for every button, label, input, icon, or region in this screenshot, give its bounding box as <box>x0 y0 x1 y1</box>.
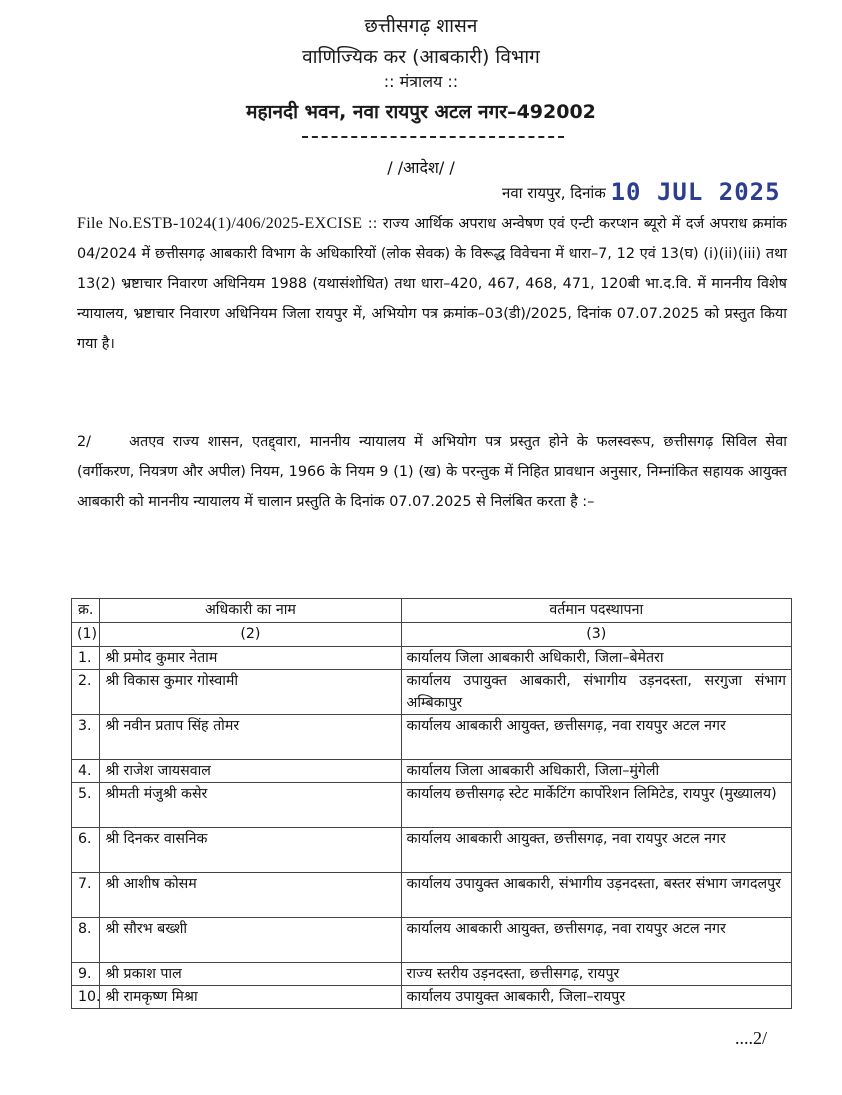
table-row <box>72 647 792 670</box>
paragraph-2-number: 2/ <box>77 434 92 450</box>
posting-cell: कार्यालय आबकारी आयुक्त, छत्तीसगढ़, नवा रायपुर अटल नगर <box>401 715 791 760</box>
column-number-3: (3) <box>401 623 791 647</box>
name-cell: श्री नवीन प्रताप सिंह तोमर <box>100 715 401 760</box>
name-cell: श्री राजेश जायसवाल <box>100 760 401 783</box>
serial-cell: 3. <box>72 715 100 760</box>
page-continuation-marker: ....2/ <box>735 1028 768 1048</box>
officers-table <box>71 598 792 1009</box>
paragraph-2-text: अतएव राज्य शासन, एतद्द्वारा, माननीय न्यायालय में अभियोग पत्र प्रस्तुत होने के फलस्वरूप, छत्तीसगढ़ सिविल सेवा (वर्गीकरण, नियत्रण और अपील) नियम, 1966 के नियम 9 (1) (ख) के परन्तुक में निहित प्रावधान अनुसार, निम्नांकित सहायक आयुक्त आबकारी को माननीय न्यायालय में चालान प्रस्तुति के दिनांक 07.07.2025 से निलंबित करता है :– <box>77 434 787 510</box>
column-number-row <box>72 623 792 647</box>
serial-cell: 9. <box>72 963 100 986</box>
posting-cell: कार्यालय आबकारी आयुक्त, छत्तीसगढ़, नवा रायपुर अटल नगर <box>401 828 791 873</box>
table-row <box>72 760 792 783</box>
table-row <box>72 783 792 828</box>
posting-cell: कार्यालय छत्तीसगढ़ स्टेट मार्केटिंग कार्पोरेशन लिमिटेड, रायपुर (मुख्यालय) <box>401 783 791 828</box>
header-current-posting: वर्तमान पदस्थापना <box>401 599 791 623</box>
header-divider <box>302 136 564 138</box>
posting-cell: कार्यालय आबकारी आयुक्त, छत्तीसगढ़, नवा रायपुर अटल नगर <box>401 918 791 963</box>
dateline-place: नवा रायपुर, दिनांक <box>502 184 606 202</box>
table-row <box>72 828 792 873</box>
header-serial: क्र. <box>72 599 100 623</box>
name-cell: श्री प्रकाश पाल <box>100 963 401 986</box>
address-line: महानदी भवन, नवा रायपुर अटल नगर–492002 <box>246 101 596 123</box>
name-cell: श्री सौरभ बख्शी <box>100 918 401 963</box>
table-header-row <box>72 599 792 623</box>
file-number: File No.ESTB-1024(1)/406/2025-EXCISE <box>77 215 363 232</box>
name-cell: श्री आशीष कोसम <box>100 873 401 918</box>
posting-cell: कार्यालय जिला आबकारी अधिकारी, जिला–बेमेतरा <box>401 647 791 670</box>
table-row <box>72 715 792 760</box>
table-row <box>72 918 792 963</box>
posting-cell: कार्यालय उपायुक्त आबकारी, संभागीय उड़नदस्ता, बस्तर संभाग जगदलपुर <box>401 873 791 918</box>
order-title: / /आदेश/ / <box>387 158 455 177</box>
name-cell: श्रीमती मंजुश्री कसेर <box>100 783 401 828</box>
serial-cell: 2. <box>72 670 100 715</box>
name-cell: श्री विकास कुमार गोस्वामी <box>100 670 401 715</box>
posting-cell: कार्यालय उपायुक्त आबकारी, जिला–रायपुर <box>401 986 791 1009</box>
column-number-1: (1) <box>72 623 100 647</box>
paragraph-1-text: :: राज्य आर्थिक अपराध अन्वेषण एवं एन्टी करप्शन ब्यूरो में दर्ज अपराध क्रमांक 04/2024 में छत्तीसगढ़ आबकारी विभाग के अधिकारियों (लोक सेवक) के विरूद्ध विवेचना में धारा–7, 12 एवं 13(घ) (i)(ii)(iii) तथा 13(2) भ्रष्टाचार निवारण अधिनियम 1988 (यथासंशोधित) तथा धारा–420, 467, 468, 471, 120बी भा.द.वि. में माननीय विशेष न्यायालय, भ्रष्टाचार निवारण अधिनियम जिला रायपुर में, अभियोग पत्र क्रमांक–03(डी)/2025, दिनांक 07.07.2025 को प्रस्तुत किया गया है। <box>77 216 787 352</box>
serial-cell: 10. <box>72 986 100 1009</box>
name-cell: श्री दिनकर वासनिक <box>100 828 401 873</box>
table-row <box>72 986 792 1009</box>
header-officer-name: अधिकारी का नाम <box>100 599 401 623</box>
ministry-label: :: मंत्रालय :: <box>383 72 459 91</box>
posting-cell: राज्य स्तरीय उड़नदस्ता, छत्तीसगढ़, रायपुर <box>401 963 791 986</box>
paragraph-2 <box>77 427 787 517</box>
paragraph-1 <box>77 209 787 359</box>
serial-cell: 8. <box>72 918 100 963</box>
posting-cell: कार्यालय जिला आबकारी अधिकारी, जिला–मुंगेली <box>401 760 791 783</box>
serial-cell: 1. <box>72 647 100 670</box>
serial-cell: 4. <box>72 760 100 783</box>
table-row <box>72 963 792 986</box>
serial-cell: 7. <box>72 873 100 918</box>
date-stamp: 10 JUL 2025 <box>610 178 781 206</box>
column-number-2: (2) <box>100 623 401 647</box>
serial-cell: 5. <box>72 783 100 828</box>
name-cell: श्री रामकृष्ण मिश्रा <box>100 986 401 1009</box>
table-row <box>72 873 792 918</box>
table-row <box>72 670 792 715</box>
posting-cell: कार्यालय उपायुक्त आबकारी, संभागीय उड़नदस्ता, सरगुजा संभाग अम्बिकापुर <box>401 670 791 715</box>
govt-name: छत्तीसगढ़ शासन <box>364 15 478 37</box>
serial-cell: 6. <box>72 828 100 873</box>
dateline <box>502 178 781 206</box>
department-name: वाणिज्यिक कर (आबकारी) विभाग <box>302 46 540 68</box>
name-cell: श्री प्रमोद कुमार नेताम <box>100 647 401 670</box>
